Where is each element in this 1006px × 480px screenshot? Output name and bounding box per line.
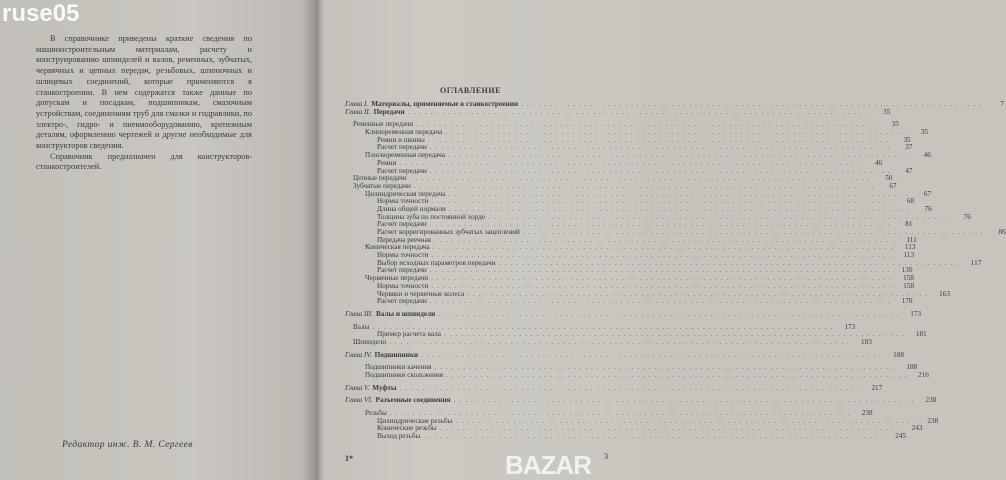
dot-leader: ................................................................................ xyxy=(431,281,896,290)
toc-page-number: 76 xyxy=(924,204,932,213)
dot-leader: ................................................................................ xyxy=(372,322,837,331)
chapter-prefix: Глава II. xyxy=(345,107,371,116)
toc-title: ОГЛАВЛЕНИЕ xyxy=(440,86,501,95)
dot-leader: ................................................................................ xyxy=(416,120,880,129)
toc-entry xyxy=(345,432,907,441)
dot-leader: ................................................................................ xyxy=(429,220,894,229)
dot-leader: ................................................................................ xyxy=(467,289,931,298)
dot-leader: ................................................................................ xyxy=(439,424,904,433)
toc-entry xyxy=(345,309,922,319)
toc-entry-title: Ремни xyxy=(377,158,397,167)
toc-page-number: 181 xyxy=(915,330,927,339)
toc-entry-title: Материалы, применяемые в станкостроении xyxy=(371,100,519,108)
dot-leader: ................................................................................ xyxy=(431,197,896,206)
toc-page-number: 130 xyxy=(901,266,913,275)
watermark-logo-bottom: BAZAR xyxy=(505,450,591,480)
chapter-prefix: Глава I. xyxy=(345,100,369,108)
toc-page-number: 243 xyxy=(911,424,923,433)
dot-leader: ................................................................................ xyxy=(431,274,895,283)
toc-page-number: 163 xyxy=(939,289,950,298)
watermark-logo-top: ruse05 xyxy=(2,0,80,27)
toc-page-number: 50 xyxy=(885,174,893,183)
toc-entry-title: Разъемные соединения xyxy=(375,396,451,405)
toc-page-number: 238 xyxy=(861,409,873,418)
toc-page-number: 86 xyxy=(998,228,1006,236)
dot-leader: ................................................................................ xyxy=(438,309,903,318)
toc-entry-title: Толщина зуба по постоянной хорде xyxy=(377,212,486,221)
dot-leader: ................................................................................ xyxy=(448,204,913,213)
toc-entry-title: Валы xyxy=(353,322,370,331)
dot-leader: ................................................................................ xyxy=(446,371,910,379)
toc-page-number: 173 xyxy=(910,309,922,318)
toc-entry-title: Коническая передача xyxy=(365,243,430,252)
dot-leader: ................................................................................ xyxy=(453,396,918,405)
toc-entry-title: Резьбы xyxy=(365,409,387,418)
dot-leader: ................................................................................ xyxy=(448,189,913,198)
toc-entry-title: Нормы точности xyxy=(377,281,429,290)
dot-leader: ................................................................................ xyxy=(399,158,864,167)
toc-entry-title: Расчет корригированных зубчатых зацеплений xyxy=(377,228,520,236)
dot-leader: ................................................................................ xyxy=(521,100,985,108)
toc-entry-title: Подшипники скольжения xyxy=(365,371,444,379)
toc-page-number: 158 xyxy=(903,274,914,283)
toc-page-number: 117 xyxy=(970,258,982,267)
toc-page-number: 37 xyxy=(905,143,913,152)
left-page xyxy=(0,0,318,480)
toc-page-number: 35 xyxy=(903,135,911,144)
toc-entry-title: Длина общей нормали xyxy=(377,204,446,213)
dot-leader: ................................................................................ xyxy=(389,409,854,418)
chapter-prefix: Глава V. xyxy=(345,383,370,392)
toc-entry-title: Конические резьбы xyxy=(377,424,437,433)
chapter-prefix: Глава IV. xyxy=(345,350,372,359)
toc-entry-title: Расчет передачи xyxy=(377,166,427,175)
toc-entry-title: Цепные передачи xyxy=(353,174,407,183)
toc-page-number: 188 xyxy=(893,350,904,359)
dot-leader: ................................................................................ xyxy=(407,107,872,116)
dot-leader: ................................................................................ xyxy=(429,143,894,152)
toc-entry-title: Расчет передачи xyxy=(377,220,427,229)
toc-entry-title: Червяки и червячные колеса xyxy=(377,289,465,298)
toc-page-number: 217 xyxy=(871,383,883,392)
toc-entry-title: Нормы точности xyxy=(377,197,429,206)
toc-entry-title: Муфты xyxy=(372,383,397,392)
chapter-prefix: Глава VI. xyxy=(345,396,373,405)
toc-page-number: 67 xyxy=(923,189,932,198)
toc-page-number: 76 xyxy=(963,212,971,221)
toc-entry-title: Выбор исходных параметров передачи xyxy=(377,258,496,267)
toc-entry xyxy=(345,107,891,117)
page-number: 3 xyxy=(604,452,608,461)
toc-page-number: 35 xyxy=(920,128,929,137)
toc-entry-title: Передача реечная xyxy=(377,235,431,244)
toc-page-number: 46 xyxy=(874,158,883,167)
dot-leader: ................................................................................ xyxy=(423,432,888,441)
toc-page-number: 173 xyxy=(844,322,856,331)
toc-entry-title: Расчет передачи xyxy=(377,143,427,152)
toc-page-number: 113 xyxy=(903,251,915,260)
toc-page-number: 216 xyxy=(918,371,929,379)
dot-leader: ................................................................................ xyxy=(413,181,878,190)
dot-leader: ................................................................................ xyxy=(409,174,874,183)
dot-leader: ................................................................................ xyxy=(421,350,885,359)
toc-entry-title: Нормы точности xyxy=(377,251,429,260)
toc-entry-title: Цилиндрические резьбы xyxy=(377,416,453,425)
dot-leader: ................................................................................ xyxy=(429,266,894,275)
toc-page-number: 47 xyxy=(905,166,913,175)
toc-page-number: 7 xyxy=(1000,100,1004,108)
dot-leader: ................................................................................ xyxy=(432,243,897,252)
annotation-paragraph: Справочник предназначен для конструкторов-станкостроителей. xyxy=(36,151,252,172)
dot-leader: ................................................................................ xyxy=(389,337,853,346)
toc-entry-title: Ременные передачи xyxy=(353,120,414,129)
dot-leader: ................................................................................ xyxy=(443,330,908,339)
toc-page-number: 245 xyxy=(895,432,907,441)
toc-entry-title: Червячные передачи xyxy=(365,274,429,283)
toc-page-number: 158 xyxy=(903,281,915,290)
toc-page-number: 183 xyxy=(861,337,872,346)
dot-leader: ................................................................................ xyxy=(431,251,896,260)
dot-leader: ................................................................................ xyxy=(448,151,912,160)
annotation-paragraph: В справочнике приведены краткие сведения по машиностроительным материалам, расчету и конструированию шпинделей и валов, ременных, зубчатых, червячных и цепных передач, резьбовых, шпоночных и шлицевых соединений, которые применяются в станкостроении. В нем содержатся также данные по допускам и посадкам, подшипникам, смазочным устройствам, соединениям труб для смазки и гидравлики, по электро-, гидро- и пневмооборудованию, крепежным деталям, оформлению чертежей и другие необходимые для конструкторов сведения. xyxy=(36,34,252,151)
toc-entry-title: Плоскоременная передача xyxy=(365,151,446,160)
signature-mark: 1* xyxy=(345,454,353,463)
toc-page-number: 238 xyxy=(925,396,937,405)
toc-entry-title: Зубчатые передачи xyxy=(353,181,411,190)
dot-leader: ................................................................................ xyxy=(429,297,894,306)
toc-page-number: 68 xyxy=(906,197,915,206)
toc-entry xyxy=(345,297,913,306)
toc-page-number: 113 xyxy=(904,243,916,252)
toc-entry-title: Пример расчета вала xyxy=(377,330,441,339)
toc-page-number: 111 xyxy=(906,235,917,244)
chapter-prefix: Глава III. xyxy=(345,309,373,318)
toc-entry-title: Подшипники xyxy=(374,350,419,359)
dot-leader: ................................................................................ xyxy=(498,258,963,267)
toc-entry-title: Передачи xyxy=(373,107,405,116)
dot-leader: ................................................................................ xyxy=(434,363,899,372)
toc-entry-title: Выход резьбы xyxy=(377,432,421,441)
dot-leader: ................................................................................ xyxy=(433,235,898,244)
dot-leader: ................................................................................ xyxy=(427,135,892,144)
toc-entry-title: Расчет передачи xyxy=(377,266,427,275)
toc-entry-title: Шпиндели xyxy=(353,337,387,346)
toc-page-number: 35 xyxy=(883,107,891,116)
toc-entry-title: Расчет передачи xyxy=(377,297,427,306)
toc-entry xyxy=(345,383,883,393)
dot-leader: ................................................................................ xyxy=(445,128,910,137)
toc-page-number: 35 xyxy=(891,120,899,129)
toc-page-number: 188 xyxy=(906,363,918,372)
toc-page-number: 46 xyxy=(923,151,931,160)
toc-entry-title: Валы и шпиндели xyxy=(375,309,436,318)
dot-leader: ................................................................................ xyxy=(399,383,864,392)
toc-entry xyxy=(345,337,872,347)
toc-entry-title: Клиноременная передача xyxy=(365,128,443,137)
toc-entry xyxy=(345,350,904,360)
toc-entry xyxy=(345,396,937,405)
annotation-text xyxy=(36,34,252,173)
editor-credit: Редактор инж. В. М. Сергеев xyxy=(62,440,193,450)
toc-entry-title: Подшипники качения xyxy=(365,363,432,372)
toc-entry-title: Ремни и шкивы xyxy=(377,135,425,144)
dot-leader: ................................................................................ xyxy=(488,212,952,221)
toc-page-number: 67 xyxy=(889,181,897,190)
toc-entry-title: Цилиндрическая передача xyxy=(365,189,446,198)
dot-leader: ................................................................................ xyxy=(429,166,894,175)
toc-page-number: 81 xyxy=(905,220,913,229)
dot-leader: ................................................................................ xyxy=(522,228,987,236)
toc-page-number: 170 xyxy=(901,297,913,306)
toc-entry xyxy=(345,371,929,380)
toc-page-number: 238 xyxy=(927,416,939,425)
table-of-contents xyxy=(345,100,1006,441)
dot-leader: ................................................................................ xyxy=(455,416,920,425)
